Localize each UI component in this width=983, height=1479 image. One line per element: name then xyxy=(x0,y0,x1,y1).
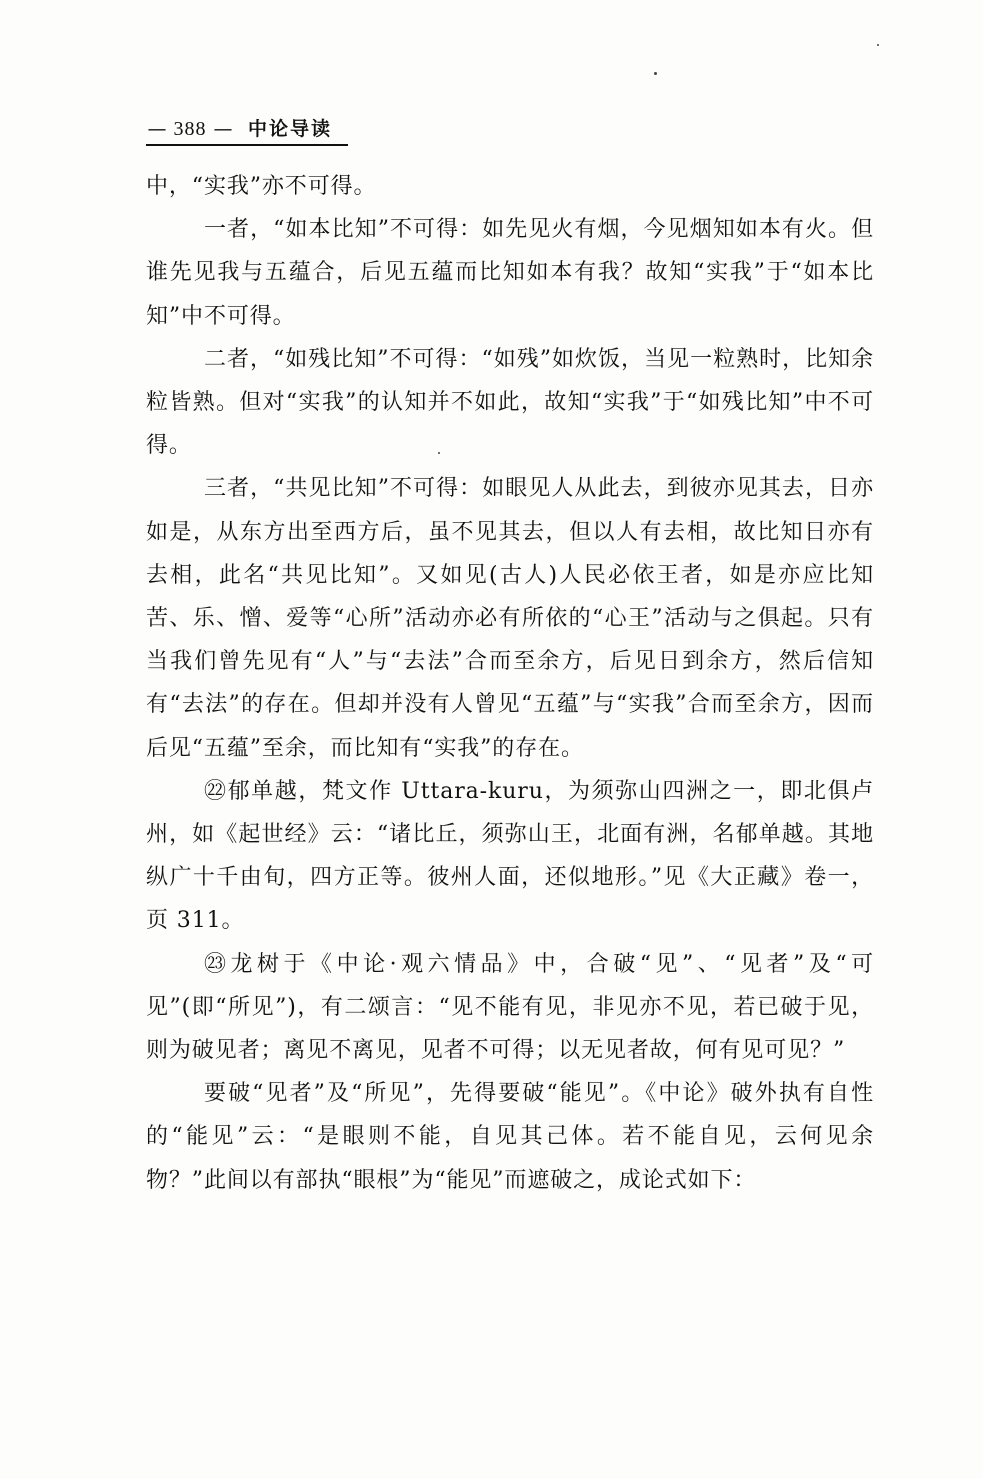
scan-speck xyxy=(877,44,879,46)
paragraph-third-point: 三者，“共见比知”不可得：如眼见人从此去，到彼亦见其去，日亦如是，从东方出至西方后，虽不见其去，但以人有去相，故比知日亦有去相，此名“共见比知”。又如见(古人)人民必依王者，如是亦应比知苦、乐、憎、爱等“心所”活动亦必有所依的“心王”活动与之俱起。只有当我们曾先见有“人”与“去法”合而至余方，后见日到余方，然后信知有“去法”的存在。但却并没有人曾见“五蕴”与“实我”合而至余方，因而后见“五蕴”至余，而比知有“实我”的存在。 xyxy=(146,476,874,761)
paragraph-first-point: 一者，“如本比知”不可得：如先见火有烟，今见烟知如本有火。但谁先见我与五蕴合，后见五蕴而比知如本有我？故知“实我”于“如本比知”中不可得。 xyxy=(146,217,874,329)
header-dash-left: — xyxy=(147,118,167,140)
body-text xyxy=(146,165,874,1202)
page-number: 388 xyxy=(173,118,207,140)
note-22: ㉒郁单越，梵文作 Uttara-kuru，为须弥山四洲之一，即北俱卢州，如《起世经》云：“诸比丘，须弥山王，北面有洲，名郁单越。其地纵广十千由旬，四方正等。彼州人面，还似地形。”见《大正藏》卷一，页 311。 xyxy=(146,778,874,934)
running-header xyxy=(146,116,348,146)
paragraph-second-point: 二者，“如残比知”不可得：“如残”如炊饭，当见一粒熟时，比知余粒皆熟。但对“实我”的认知并不如此，故知“实我”于“如残比知”中不可得。 xyxy=(146,346,874,459)
paragraph-refutation: 要破“见者”及“所见”，先得要破“能见”。《中论》破外执有自性的“能见”云：“是眼则不能，自见其己体。若不能自见，云何见余物？”此间以有部执“眼根”为“能见”而遮破之，成论式如下： xyxy=(146,1081,874,1193)
header-dash-right: — xyxy=(213,118,233,140)
book-title: 中论导读 xyxy=(248,118,333,140)
scan-speck xyxy=(654,72,657,75)
paragraph-continuation: 中，“实我”亦不可得。 xyxy=(146,174,377,199)
note-23: ㉓龙树于《中论·观六情品》中，合破“见”、“见者”及“可见”(即“所见”)，有二颂言：“见不能有见，非见亦不见，若已破于见，则为破见者；离见不离见，见者不可得；以无见者故，何有见可见？” xyxy=(146,951,874,1064)
